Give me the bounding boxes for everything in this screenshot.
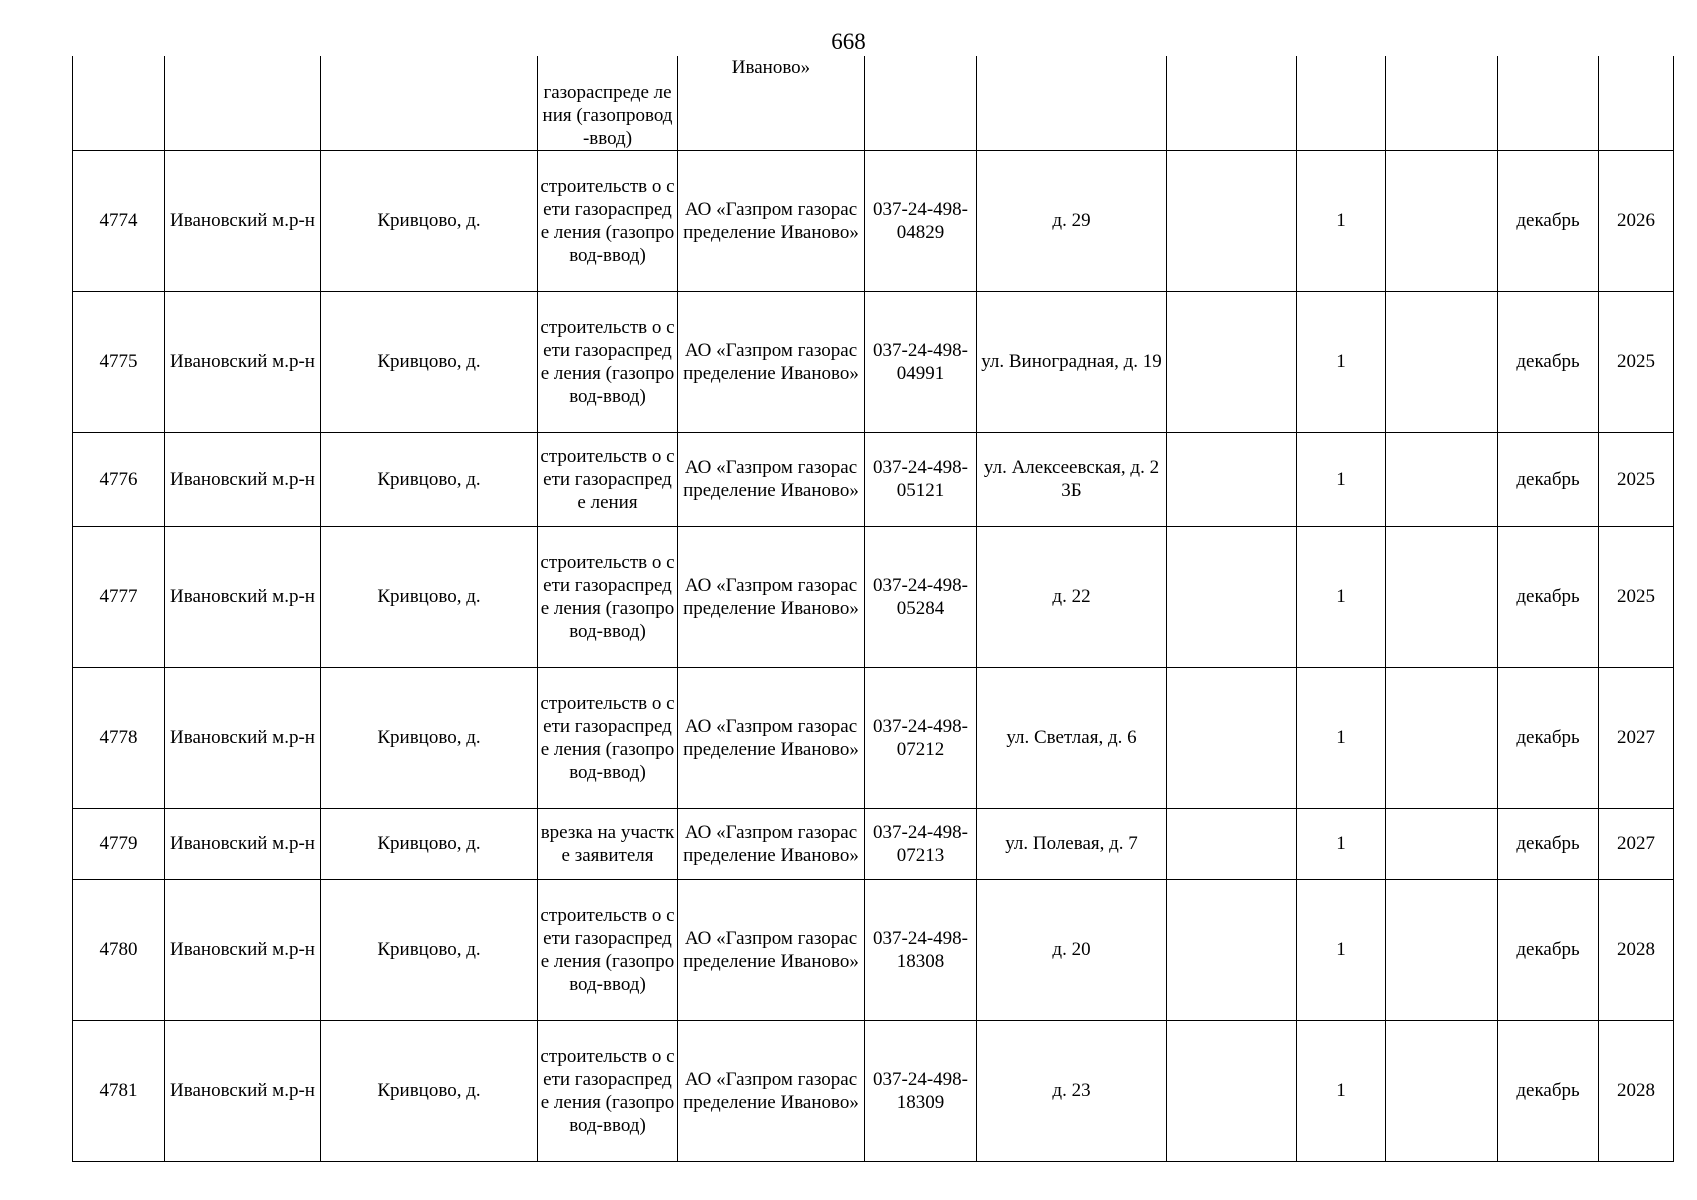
cell-year: 2028 — [1599, 1020, 1674, 1161]
table-row — [73, 808, 1674, 879]
cell-col8 — [1167, 56, 1297, 150]
cell-year: 2025 — [1599, 291, 1674, 432]
cell-count: 1 — [1297, 291, 1386, 432]
cell-operator: АО «Газпром газораспределение Иваново» — [678, 808, 865, 879]
cell-locality: Кривцово, д. — [321, 879, 538, 1020]
cell-district: Ивановский м.р-н — [165, 291, 321, 432]
cell-application-number: 037-24-498-07213 — [865, 808, 977, 879]
cell-number: 4780 — [73, 879, 165, 1020]
cell-address: д. 23 — [977, 1020, 1167, 1161]
cell-district: Ивановский м.р-н — [165, 1020, 321, 1161]
cell-locality: Кривцово, д. — [321, 432, 538, 526]
cell-work-kind: газораспреде ления (газопровод-ввод) — [538, 56, 678, 150]
cell-col8 — [1167, 1020, 1297, 1161]
cell-month: декабрь — [1498, 150, 1599, 291]
cell-year: 2026 — [1599, 150, 1674, 291]
cell-work-kind: строительств о сети газораспреде ления (газопровод-ввод) — [538, 879, 678, 1020]
cell-number: 4776 — [73, 432, 165, 526]
cell-application-number: 037-24-498-07212 — [865, 667, 977, 808]
cell-operator: АО «Газпром газораспределение Иваново» — [678, 526, 865, 667]
cell-locality: Кривцово, д. — [321, 291, 538, 432]
cell-col10 — [1386, 56, 1498, 150]
cell-operator: АО «Газпром газораспределение Иваново» — [678, 667, 865, 808]
cell-address: ул. Виноградная, д. 19 — [977, 291, 1167, 432]
cell-col10 — [1386, 879, 1498, 1020]
cell-year: 2027 — [1599, 808, 1674, 879]
cell-col8 — [1167, 526, 1297, 667]
cell-operator: АО «Газпром газораспределение Иваново» — [678, 879, 865, 1020]
cell-year: 2027 — [1599, 667, 1674, 808]
cell-count: 1 — [1297, 667, 1386, 808]
cell-col8 — [1167, 291, 1297, 432]
cell-year: 2028 — [1599, 879, 1674, 1020]
cell-count: 1 — [1297, 150, 1386, 291]
cell-month: декабрь — [1498, 667, 1599, 808]
cell-district — [165, 56, 321, 150]
cell-application-number: 037-24-498-04829 — [865, 150, 977, 291]
cell-application-number — [865, 56, 977, 150]
table-row — [73, 1020, 1674, 1161]
page-number: 668 — [831, 29, 866, 54]
cell-locality: Кривцово, д. — [321, 526, 538, 667]
cell-year — [1599, 56, 1674, 150]
cell-district: Ивановский м.р-н — [165, 667, 321, 808]
cell-locality — [321, 56, 538, 150]
cell-application-number: 037-24-498-04991 — [865, 291, 977, 432]
table-row — [73, 667, 1674, 808]
cell-locality: Кривцово, д. — [321, 808, 538, 879]
cell-count: 1 — [1297, 808, 1386, 879]
cell-work-kind: строительств о сети газораспреде ления (газопровод-ввод) — [538, 1020, 678, 1161]
cell-address: ул. Светлая, д. 6 — [977, 667, 1167, 808]
cell-col10 — [1386, 667, 1498, 808]
cell-col8 — [1167, 667, 1297, 808]
cell-district: Ивановский м.р-н — [165, 526, 321, 667]
cell-col8 — [1167, 432, 1297, 526]
cell-count: 1 — [1297, 432, 1386, 526]
cell-operator: АО «Газпром газораспределение Иваново» — [678, 432, 865, 526]
cell-application-number: 037-24-498-18309 — [865, 1020, 977, 1161]
cell-operator: АО «Газпром газораспределение Иваново» — [678, 291, 865, 432]
table-row-continuation — [73, 56, 1674, 150]
cell-address: д. 20 — [977, 879, 1167, 1020]
cell-month: декабрь — [1498, 879, 1599, 1020]
cell-district: Ивановский м.р-н — [165, 808, 321, 879]
cell-work-kind: строительств о сети газораспреде ления (газопровод-ввод) — [538, 291, 678, 432]
cell-month: декабрь — [1498, 526, 1599, 667]
cell-locality: Кривцово, д. — [321, 667, 538, 808]
cell-number: 4775 — [73, 291, 165, 432]
cell-address: д. 22 — [977, 526, 1167, 667]
table-row — [73, 150, 1674, 291]
cell-operator: Иваново» — [678, 56, 865, 150]
cell-month: декабрь — [1498, 1020, 1599, 1161]
cell-work-kind: врезка на участке заявителя — [538, 808, 678, 879]
cell-number: 4781 — [73, 1020, 165, 1161]
cell-month: декабрь — [1498, 808, 1599, 879]
cell-year: 2025 — [1599, 526, 1674, 667]
cell-operator: АО «Газпром газораспределение Иваново» — [678, 1020, 865, 1161]
cell-number: 4779 — [73, 808, 165, 879]
cell-work-kind: строительств о сети газораспреде ления (газопровод-ввод) — [538, 526, 678, 667]
cell-year: 2025 — [1599, 432, 1674, 526]
cell-col8 — [1167, 808, 1297, 879]
cell-col8 — [1167, 150, 1297, 291]
cell-month: декабрь — [1498, 432, 1599, 526]
cell-locality: Кривцово, д. — [321, 1020, 538, 1161]
cell-count — [1297, 56, 1386, 150]
cell-district: Ивановский м.р-н — [165, 150, 321, 291]
cell-count: 1 — [1297, 526, 1386, 667]
table-row — [73, 879, 1674, 1020]
cell-application-number: 037-24-498-18308 — [865, 879, 977, 1020]
table-row — [73, 526, 1674, 667]
cell-address: д. 29 — [977, 150, 1167, 291]
cell-number: 4777 — [73, 526, 165, 667]
cell-number — [73, 56, 165, 150]
cell-col10 — [1386, 1020, 1498, 1161]
cell-work-kind: строительств о сети газораспреде ления (газопровод-ввод) — [538, 150, 678, 291]
table-body — [73, 56, 1674, 1161]
cell-operator: АО «Газпром газораспределение Иваново» — [678, 150, 865, 291]
cell-number: 4774 — [73, 150, 165, 291]
cell-count: 1 — [1297, 879, 1386, 1020]
cell-month — [1498, 56, 1599, 150]
cell-col10 — [1386, 150, 1498, 291]
cell-district: Ивановский м.р-н — [165, 432, 321, 526]
cell-work-kind: строительств о сети газораспреде ления — [538, 432, 678, 526]
cell-col10 — [1386, 291, 1498, 432]
cell-application-number: 037-24-498-05284 — [865, 526, 977, 667]
table-row — [73, 291, 1674, 432]
cell-address: ул. Алексеевская, д. 23Б — [977, 432, 1167, 526]
cell-col10 — [1386, 808, 1498, 879]
cell-number: 4778 — [73, 667, 165, 808]
cell-col10 — [1386, 526, 1498, 667]
cell-locality: Кривцово, д. — [321, 150, 538, 291]
cell-col10 — [1386, 432, 1498, 526]
cell-work-kind: строительств о сети газораспреде ления (газопровод-ввод) — [538, 667, 678, 808]
cell-month: декабрь — [1498, 291, 1599, 432]
cell-application-number: 037-24-498-05121 — [865, 432, 977, 526]
cell-address — [977, 56, 1167, 150]
cell-col8 — [1167, 879, 1297, 1020]
cell-count: 1 — [1297, 1020, 1386, 1161]
cell-district: Ивановский м.р-н — [165, 879, 321, 1020]
registry-table — [72, 56, 1674, 1162]
table-row — [73, 432, 1674, 526]
cell-address: ул. Полевая, д. 7 — [977, 808, 1167, 879]
